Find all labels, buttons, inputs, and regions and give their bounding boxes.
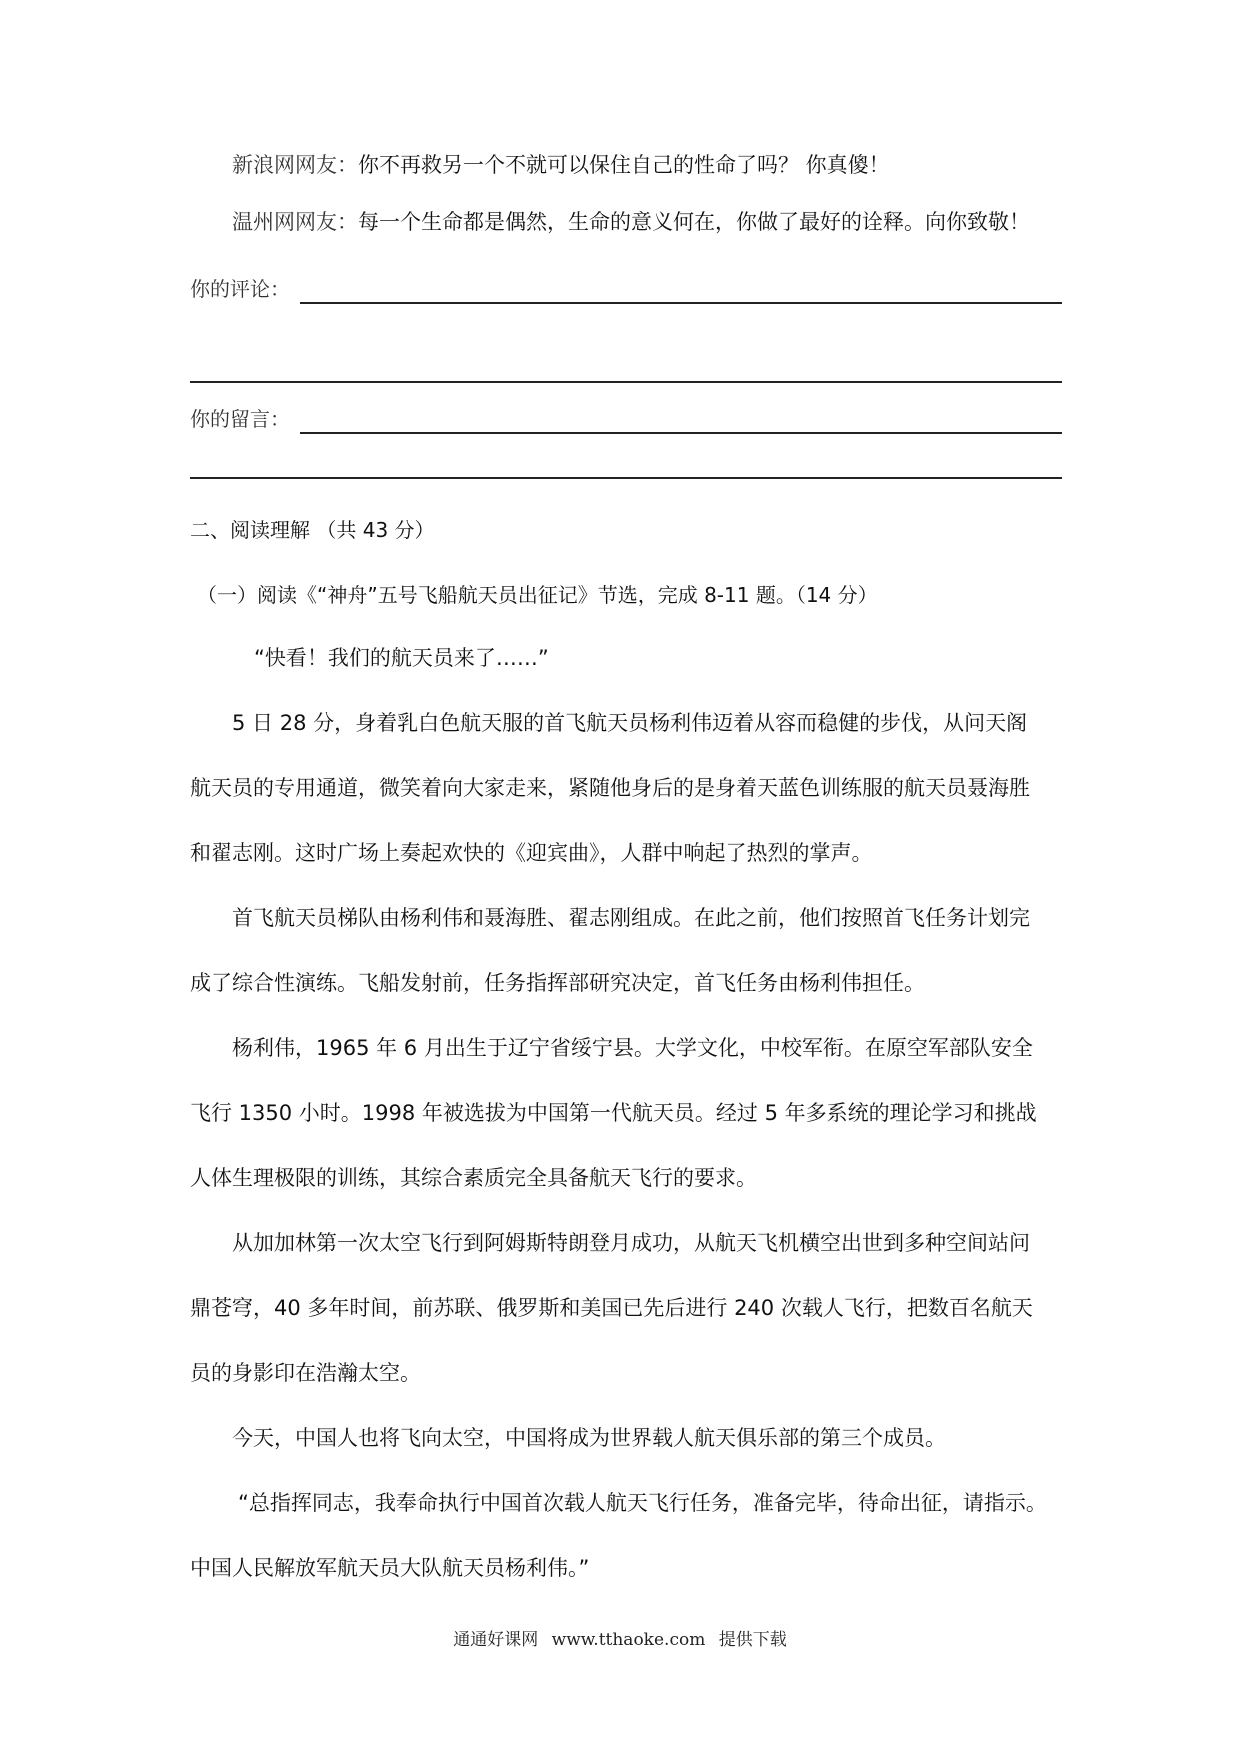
passage-line: 5 日 28 分，身着乳白色航天服的首飞航天员杨利伟迈着从容而稳健的步伐，从问天阁 (232, 711, 1028, 735)
your-comment-row (190, 274, 1062, 304)
your-message-blank-2[interactable] (190, 477, 1062, 479)
passage-line: 从加加林第一次太空飞行到阿姆斯特朗登月成功，从航天飞机横空出世到多种空间站问 (232, 1231, 1030, 1255)
section-title: 二、阅读理解 （共 43 分） (190, 518, 435, 542)
passage-line: “总指挥同志，我奉命执行中国首次载人航天飞行任务，准备完毕，待命出征，请指示。 (238, 1491, 1047, 1515)
footer-site-name: 通通好课网 (453, 1630, 539, 1650)
passage-line: 和翟志刚。这时广场上奏起欢快的《迎宾曲》，人群中响起了热烈的掌声。 (190, 841, 873, 865)
comment-source: 温州网网友： (232, 210, 358, 234)
passage-line: 员的身影印在浩瀚太空。 (190, 1361, 421, 1385)
comment-source: 新浪网网友： (232, 153, 358, 177)
passage-line: 航天员的专用通道，微笑着向大家走来，紧随他身后的是身着天蓝色训练服的航天员聂海胜 (190, 776, 1030, 800)
your-message-row (190, 404, 1062, 434)
passage-line: 飞行 1350 小时。1998 年被选拔为中国第一代航天员。经过 5 年多系统的理论学习和挑战 (190, 1101, 1037, 1125)
passage-line: 鼎苍穹，40 多年时间，前苏联、俄罗斯和美国已先后进行 240 次载人飞行，把数百名航天 (190, 1296, 1033, 1320)
comment-sina (232, 150, 890, 180)
passage-line: 首飞航天员梯队由杨利伟和聂海胜、翟志刚组成。在此之前，他们按照首飞任务计划完 (232, 906, 1030, 930)
your-comment-label: 你的评论： (190, 277, 290, 301)
your-comment-blank-2[interactable] (190, 381, 1062, 383)
comment-text: 你不再救另一个不就可以保住自己的性命了吗？ 你真傻！ (358, 153, 890, 177)
your-message-blank[interactable] (300, 410, 1062, 434)
comment-wenzhou (232, 207, 1030, 237)
passage-line: 成了综合性演练。飞船发射前，任务指挥部研究决定，首飞任务由杨利伟担任。 (190, 971, 925, 995)
passage-line: 人体生理极限的训练，其综合素质完全具备航天飞行的要求。 (190, 1166, 757, 1190)
section-subtitle: （一）阅读《“神舟”五号飞船航天员出征记》节选，完成 8-11 题。（14 分） (197, 583, 878, 607)
passage-line: 杨利伟，1965 年 6 月出生于辽宁省绥宁县。大学文化，中校军衔。在原空军部队安全 (232, 1036, 1033, 1060)
your-message-label: 你的留言： (190, 407, 290, 431)
footer-suffix: 提供下载 (718, 1630, 787, 1650)
footer-url[interactable]: www.tthaoke.com (551, 1630, 706, 1650)
page-footer (0, 1628, 1240, 1652)
your-comment-blank[interactable] (300, 280, 1062, 304)
passage-line: 中国人民解放军航天员大队航天员杨利伟。” (190, 1556, 590, 1580)
passage-line: 今天，中国人也将飞向太空，中国将成为世界载人航天俱乐部的第三个成员。 (232, 1426, 946, 1450)
comment-text: 每一个生命都是偶然，生命的意义何在，你做了最好的诠释。向你致敬！ (358, 210, 1030, 234)
passage-line: “快看！我们的航天员来了……” (254, 646, 549, 670)
